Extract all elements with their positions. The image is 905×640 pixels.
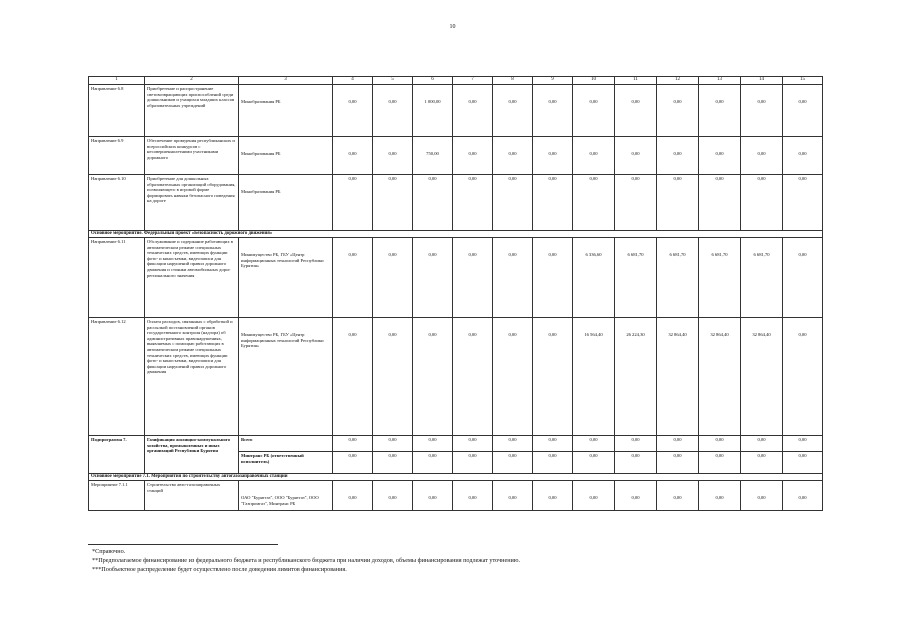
value-cell: 0,00 [493, 481, 533, 511]
value-cell: 0,00 [573, 452, 615, 474]
value-cell: 0,00 [533, 137, 573, 175]
row-executor: Минимущество РБ, ГБУ «Центр информационных технологий Республики Бурятия» [239, 318, 333, 436]
value-cell: 0,00 [373, 85, 413, 137]
section-title: Основное мероприятие. Федеральный проект «Безопасность дорожного движения» [89, 231, 823, 238]
value-cell: 0,00 [741, 175, 783, 231]
value-cell: 6 336,60 [573, 238, 615, 318]
value-cell: 0,00 [493, 85, 533, 137]
value-cell: 0,00 [657, 452, 699, 474]
header-cell: 13 [699, 77, 741, 85]
value-cell: 0,00 [373, 238, 413, 318]
value-cell: 0,00 [333, 175, 373, 231]
footnote-divider [88, 544, 278, 545]
value-cell: 0,00 [657, 85, 699, 137]
table-row [89, 175, 823, 231]
value-cell: 0,00 [657, 436, 699, 452]
footnote-1: *Справочно. [92, 548, 126, 555]
footnote-3: ***Пообъектное распределение будет осуществлено после доведения лимитов финансирования. [92, 565, 347, 573]
value-cell: 0,00 [333, 436, 373, 452]
value-cell: 0,00 [615, 175, 657, 231]
section-row [89, 231, 823, 238]
value-cell: 0,00 [657, 481, 699, 511]
value-cell: 0,00 [493, 175, 533, 231]
value-cell: 0,00 [783, 452, 823, 474]
value-cell: 0,00 [333, 137, 373, 175]
footnotes [92, 548, 520, 575]
row-executor: Минобразования РБ [239, 175, 333, 231]
value-cell: 0,00 [533, 318, 573, 436]
header-cell: 4 [333, 77, 373, 85]
value-cell: 0,00 [453, 85, 493, 137]
value-cell: 0,00 [413, 318, 453, 436]
value-cell: 0,00 [373, 318, 413, 436]
value-cell: 0,00 [615, 85, 657, 137]
table-row [89, 318, 823, 436]
value-cell: 0,00 [783, 481, 823, 511]
value-cell: 0,00 [453, 436, 493, 452]
value-cell: 32 864,40 [657, 318, 699, 436]
value-cell: 0,00 [533, 452, 573, 474]
header-cell: 2 [145, 77, 239, 85]
value-cell: 0,00 [333, 238, 373, 318]
value-cell: 0,00 [373, 436, 413, 452]
value-cell: 0,00 [741, 436, 783, 452]
header-cell: 9 [533, 77, 573, 85]
value-cell: 0,00 [615, 436, 657, 452]
row-executor: Минобразования РБ [239, 137, 333, 175]
row-code: Направление 6.9 [89, 137, 145, 175]
value-cell: 0,00 [373, 481, 413, 511]
value-cell: 0,00 [533, 238, 573, 318]
table-row [89, 436, 823, 452]
row-code: Направление 6.10 [89, 175, 145, 231]
value-cell: 0,00 [333, 318, 373, 436]
value-cell: 0,00 [333, 452, 373, 474]
budget-table [88, 76, 823, 511]
row-description: Оплата расходов, связанных с обработкой и рассылкой постановлений органов государственного контроля (надзора) об административных правонарушениях, выявляемых с помощью работающих в автоматическом режиме специальных технических средств, имеющих функции фото- и киносъемки, видеозаписи для фиксации нарушений правил дорожного движения [145, 318, 239, 436]
table-row [89, 137, 823, 175]
value-cell: 0,00 [373, 175, 413, 231]
value-cell: 0,00 [699, 85, 741, 137]
value-cell: 0,00 [741, 137, 783, 175]
section-row [89, 474, 823, 481]
value-cell: 0,00 [741, 85, 783, 137]
value-cell: 0,00 [453, 175, 493, 231]
row-executor: Минтранс РБ (ответственный исполнитель) [239, 452, 333, 474]
value-cell: 0,00 [493, 318, 533, 436]
section-title: Основное мероприятие 7.1. Мероприятия по строительству автогазозаправочных станций [89, 474, 823, 481]
value-cell: 0,00 [741, 481, 783, 511]
value-cell: 0,00 [573, 85, 615, 137]
value-cell: 0,00 [573, 436, 615, 452]
value-cell: 0,00 [413, 175, 453, 231]
row-description: Приобретение и распространение световозвращающих приспособлений среди дошкольников и учащихся младших классов образовательных учреждений [145, 85, 239, 137]
value-cell: 0,00 [699, 452, 741, 474]
table-row [89, 238, 823, 318]
value-cell: 0,00 [413, 238, 453, 318]
value-cell: 0,00 [699, 137, 741, 175]
value-cell: 6 681,70 [699, 238, 741, 318]
header-cell: 15 [783, 77, 823, 85]
value-cell: 0,00 [453, 318, 493, 436]
value-cell: 6 681,70 [615, 238, 657, 318]
row-description: Обеспечение проведения республиканских и всероссийских конкурсов с несовершеннолетними участниками дорожного [145, 137, 239, 175]
row-description: Приобретение для дошкольных образовательных организаций оборудования, позволяющего в игровой форме формировать навыки безопасного поведения на дороге [145, 175, 239, 231]
value-cell: 16 564,40 [573, 318, 615, 436]
value-cell: 0,00 [615, 137, 657, 175]
value-cell: 26 224,30 [615, 318, 657, 436]
value-cell: 0,00 [453, 238, 493, 318]
value-cell: 6 681,70 [657, 238, 699, 318]
table-row [89, 85, 823, 137]
value-cell: 0,00 [413, 481, 453, 511]
row-code: Направление 6.11 [89, 238, 145, 318]
row-executor: ОАО "Бурятгаз", ООО "Бурятгаз", ООО "Газпромгаз", Минтранс РБ [239, 481, 333, 511]
value-cell: 0,00 [783, 175, 823, 231]
row-code: Мероприятие 7.1.1 [89, 481, 145, 511]
value-cell: 0,00 [783, 436, 823, 452]
value-cell: 32 864,40 [741, 318, 783, 436]
value-cell: 0,00 [741, 452, 783, 474]
value-cell: 0,00 [333, 481, 373, 511]
value-cell: 0,00 [615, 452, 657, 474]
value-cell: 0,00 [533, 85, 573, 137]
value-cell: 0,00 [573, 137, 615, 175]
header-cell: 6 [413, 77, 453, 85]
header-cell: 8 [493, 77, 533, 85]
header-cell: 10 [573, 77, 615, 85]
value-cell: 0,00 [333, 85, 373, 137]
row-description: Обслуживание и содержание работающих в автоматическом режиме специальных технических средств, имеющих функции фото- и киносъемки, видеозаписи для фиксации нарушений правил дорожного движения и стоянки автомобильных дорог регионального значения [145, 238, 239, 318]
value-cell: 0,00 [657, 137, 699, 175]
header-row [89, 77, 823, 85]
value-cell: 0,00 [493, 452, 533, 474]
value-cell: 0,00 [783, 85, 823, 137]
value-cell: 0,00 [533, 436, 573, 452]
value-cell: 750,00 [413, 137, 453, 175]
value-cell: 0,00 [493, 238, 533, 318]
header-cell: 12 [657, 77, 699, 85]
value-cell: 6 681,70 [741, 238, 783, 318]
value-cell: 0,00 [493, 137, 533, 175]
table-row [89, 481, 823, 511]
value-cell: 0,00 [783, 238, 823, 318]
value-cell: 0,00 [783, 318, 823, 436]
page-number: 10 [449, 24, 456, 30]
row-code: Направление 6.8 [89, 85, 145, 137]
row-code: Подпрограмма 7. [89, 436, 145, 474]
value-cell: 0,00 [373, 452, 413, 474]
row-executor: Минимущество РБ, ГБУ «Центр информационных технологий Республики Бурятия» [239, 238, 333, 318]
value-cell: 0,00 [453, 481, 493, 511]
value-cell: 0,00 [657, 175, 699, 231]
row-executor: Всего [239, 436, 333, 452]
header-cell: 5 [373, 77, 413, 85]
value-cell: 1 000,00 [413, 85, 453, 137]
row-description: Строительство авто-газозаправочных станций [145, 481, 239, 511]
value-cell: 0,00 [699, 175, 741, 231]
row-description: Газификация жилищно-коммунального хозяйства, промышленных и иных организаций Республики Бурятия [145, 436, 239, 474]
header-cell: 1 [89, 77, 145, 85]
value-cell: 0,00 [413, 452, 453, 474]
footnote-2: **Предполагаемое финансирование из федерального бюджета и республиканского бюджета при наличии доходов, объемы финансирования подлежат уточнению. [92, 556, 521, 564]
value-cell: 0,00 [413, 436, 453, 452]
value-cell: 0,00 [493, 436, 533, 452]
value-cell: 0,00 [573, 481, 615, 511]
value-cell: 0,00 [573, 175, 615, 231]
value-cell: 0,00 [699, 436, 741, 452]
value-cell: 0,00 [533, 175, 573, 231]
row-code: Направление 6.12 [89, 318, 145, 436]
value-cell: 0,00 [373, 137, 413, 175]
header-cell: 14 [741, 77, 783, 85]
row-executor: Минобразования РБ [239, 85, 333, 137]
value-cell: 0,00 [615, 481, 657, 511]
header-cell: 11 [615, 77, 657, 85]
value-cell: 0,00 [453, 137, 493, 175]
value-cell: 0,00 [533, 481, 573, 511]
header-cell: 7 [453, 77, 493, 85]
value-cell: 32 864,40 [699, 318, 741, 436]
header-cell: 3 [239, 77, 333, 85]
value-cell: 0,00 [453, 452, 493, 474]
value-cell: 0,00 [699, 481, 741, 511]
value-cell: 0,00 [783, 137, 823, 175]
